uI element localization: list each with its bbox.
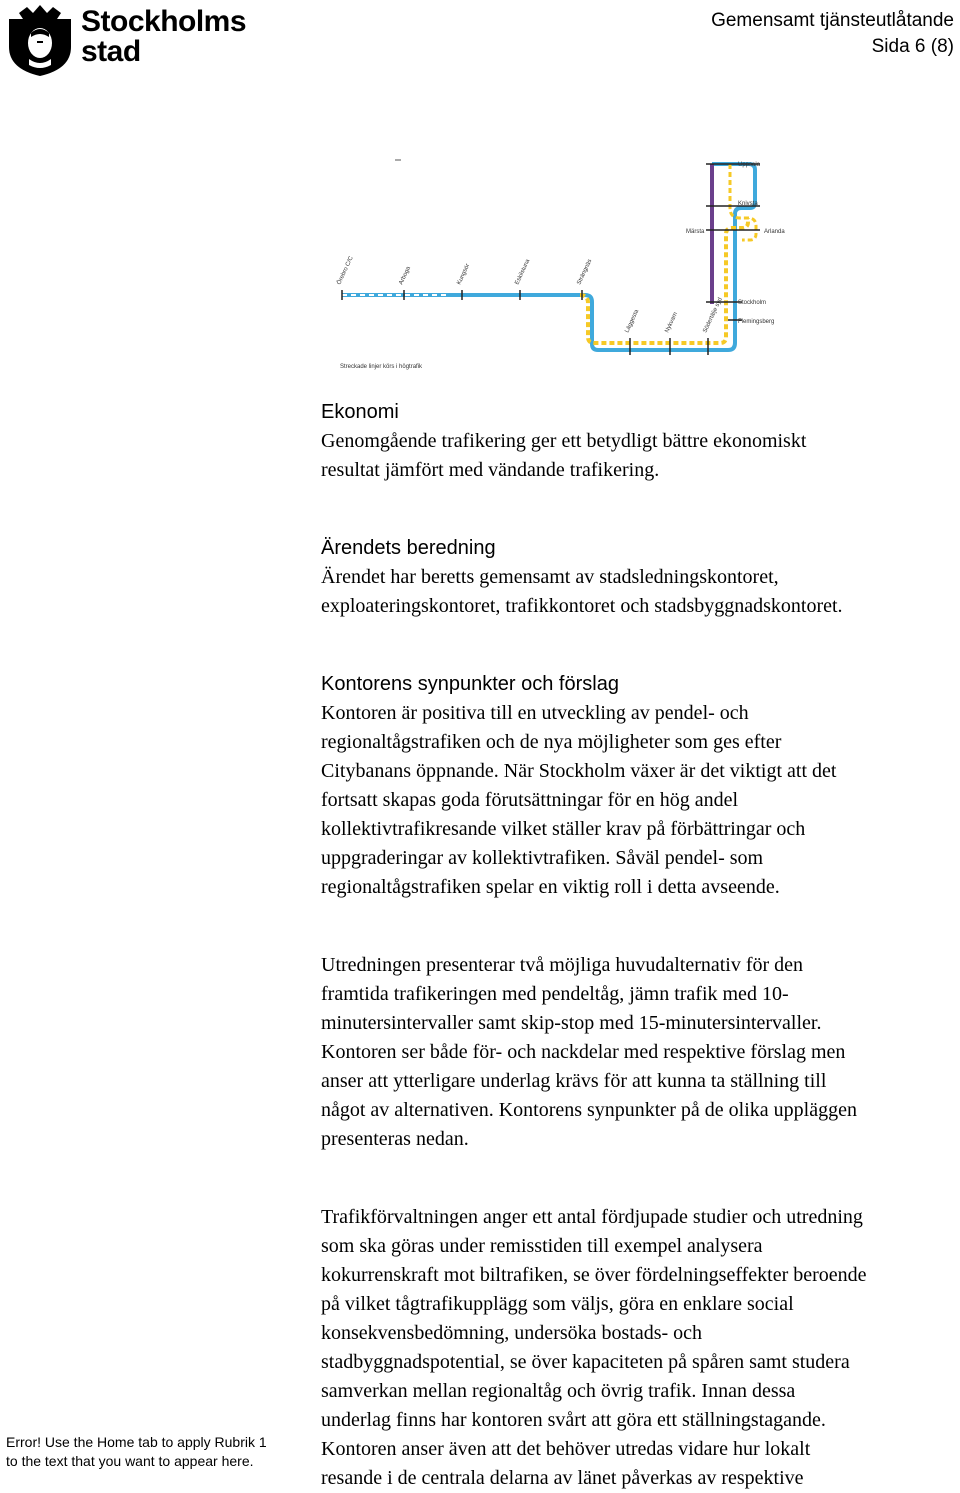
station-label: Strängnäs	[576, 258, 594, 286]
footer-line: Error! Use the Home tab to apply Rubrik 1	[6, 1434, 267, 1450]
station-label: Läggesta	[624, 308, 641, 334]
station-label: Uppsala	[738, 162, 761, 168]
text-line: fortsatt skapas goda förutsättningar för en hög andel	[321, 789, 739, 811]
blue-line	[342, 164, 755, 350]
text-line: Utredningen presenterar två möjliga huvudalternativ för den	[321, 954, 804, 976]
text-line: Trafikförvaltningen anger ett antal fördjupade studier och utredning	[321, 1206, 863, 1228]
footer-field-error	[6, 1433, 306, 1471]
station-label: Knivsta	[738, 201, 758, 207]
section-heading-ekonomi: Ekonomi	[321, 401, 399, 423]
text-line: Genomgående trafikering ger ett betydligt bättre ekonomiskt	[321, 430, 807, 452]
text-line: stadbyggnadspotential, se över kapaciteten på spåren samt studera	[321, 1351, 850, 1373]
station-label: Nykvarn	[664, 311, 680, 334]
document-header	[711, 8, 954, 60]
document-body	[321, 398, 951, 1493]
text-line: resultat jämfört med vändande trafikering.	[321, 459, 660, 481]
section-heading-synpunkter: Kontorens synpunkter och förslag	[321, 673, 619, 695]
text-line: Kontoren ser både för- och nackdelar med respektive förslag men	[321, 1041, 846, 1063]
footer-line: to the text that you want to appear here.	[6, 1453, 254, 1469]
logo-line-1: Stockholms	[81, 5, 247, 38]
station-label: Kungsör	[456, 263, 472, 286]
text-line: framtida trafikeringen med pendeltåg, jämn trafik med 10-	[321, 983, 789, 1005]
station-label: Eskilstuna	[514, 258, 532, 286]
text-line: något av alternativen. Kontorens synpunkter på de olika uppläggen	[321, 1099, 857, 1121]
text-line: anser att ytterligare underlag krävs för att kunna ta ställning till	[321, 1070, 827, 1092]
text-line: som ska göras under remisstiden till exempel analysera	[321, 1235, 763, 1257]
logo-wordmark	[81, 7, 246, 67]
station-label: Örebro C/C	[336, 255, 355, 286]
text-line: Citybanans öppnande. När Stockholm växer är det viktigt att det	[321, 760, 837, 782]
logo-line-2: stad	[81, 35, 141, 68]
text-line: på vilket tågtrafikupplägg som väljs, göra en enklare social	[321, 1293, 794, 1315]
text-line: uppgraderingar av kollektivtrafiken. Såväl pendel- som	[321, 847, 764, 869]
yellow-line	[580, 218, 748, 343]
text-line: exploateringskontoret, trafikkontoret och stadsbyggnadskontoret.	[321, 595, 843, 617]
station-label: Arlanda	[764, 229, 785, 235]
station-label: Flemingsberg	[738, 319, 775, 325]
station-label: Arboga	[398, 265, 412, 286]
station-label: Stockholm	[738, 300, 767, 306]
text-line: minutersintervaller samt skip-stop med 15-minutersintervaller.	[321, 1012, 822, 1034]
text-line: Ärendet har beretts gemensamt av stadsledningskontoret,	[321, 566, 779, 588]
stockholms-stad-logo	[5, 3, 247, 77]
station-label: Märsta	[686, 229, 705, 235]
station-label: Södertälje syd	[702, 296, 724, 334]
document-type: Gemensamt tjänsteutlåtande	[711, 10, 954, 31]
section-heading-beredning: Ärendets beredning	[321, 537, 496, 559]
text-line: Kontoren är positiva till en utveckling av pendel- och	[321, 702, 749, 724]
map-legend: Streckade linjer körs i högtrafik	[340, 364, 423, 370]
text-line: regionaltågstrafiken och de nya möjligheter som ges efter	[321, 731, 782, 753]
text-line: konsekvensbedömning, undersöka bostads- och	[321, 1322, 703, 1344]
text-line: kollektivtrafikresande vilket ställer krav på förbättringar och	[321, 818, 806, 840]
text-line: kokurrenskraft mot biltrafiken, se över fördelningseffekter beroende	[321, 1264, 867, 1286]
text-line: regionaltågstrafiken spelar en viktig roll i detta avseende.	[321, 876, 780, 898]
text-line: Kontoren anser även att det behöver utredas vidare hur lokalt	[321, 1438, 811, 1460]
text-line: resande i de centrala delarna av länet påverkas av respektive	[321, 1467, 804, 1489]
text-line: samverkan mellan regionaltåg och övrig trafik. Innan dessa	[321, 1380, 796, 1402]
crest-icon	[5, 3, 75, 77]
rail-route-map	[330, 148, 800, 378]
page-number: Sida 6 (8)	[871, 36, 954, 57]
text-line: presenteras nedan.	[321, 1128, 469, 1150]
text-line: underlag finns har kontoren svårt att göra ett ställningstagande.	[321, 1409, 826, 1431]
